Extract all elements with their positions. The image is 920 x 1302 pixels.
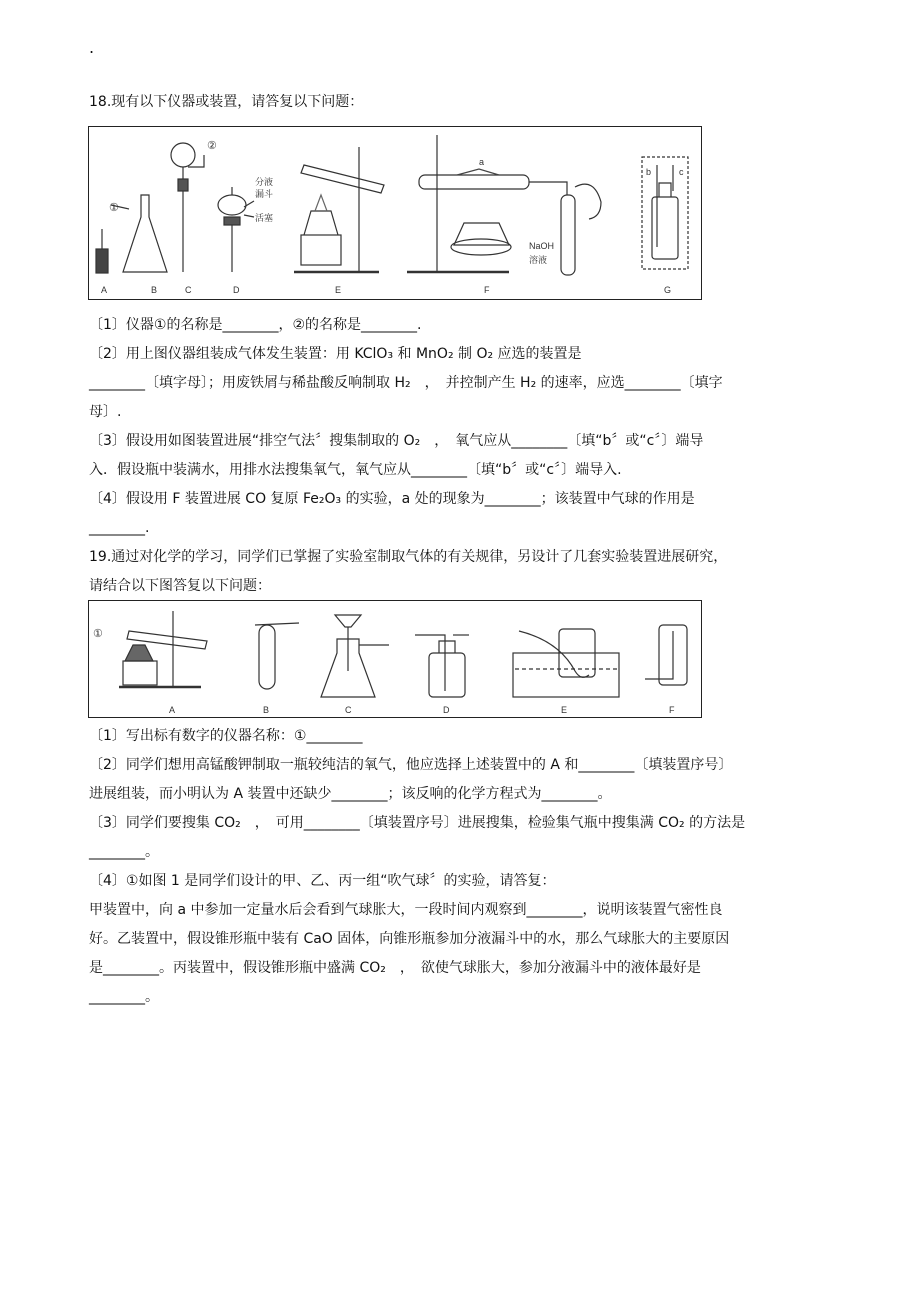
q19-part4-line2: 甲装置中，向 a 中参加一定量水后会看到气球胀大，一段时间内观察到________，说明该装置气密性良: [89, 902, 723, 918]
q18-part2-line1: 〔2〕用上图仪器组装成气体发生装置：用 KClO₃ 和 MnO₂ 制 O₂ 应选的装置是: [89, 346, 582, 362]
q19-apparatus-drawing: [89, 601, 701, 717]
q19-title-line1: 19.通过对化学的学习，同学们已掌握了实验室制取气体的有关规律，另设计了几套实验装置进展研究，: [89, 549, 728, 565]
label-f: F: [484, 285, 490, 295]
label-circle1: ①: [109, 202, 119, 214]
label-funnel-1: 分液: [255, 177, 274, 187]
label-b-port: b: [646, 167, 652, 177]
q18-part3-line1: 〔3〕假设用如图装置进展“排空气法〞搜集制取的 O₂ ， 氧气应从________〔填“b〞或“c〞〕端导: [89, 433, 704, 449]
label-circle2: ②: [207, 140, 217, 152]
label-b: B: [151, 285, 158, 295]
label-c-port: c: [679, 167, 684, 177]
label-d: D: [443, 705, 450, 715]
q18-part4-line1: 〔4〕假设用 F 装置进展 CO 复原 Fe₂O₃ 的实验，a 处的现象为________；该装置中气球的作用是: [89, 491, 695, 507]
funnel-c: [171, 143, 195, 167]
water-trough-e: [513, 653, 619, 697]
label-naoh-2: 溶液: [529, 255, 548, 265]
q18-title: 18.现有以下仪器或装置，请答复以下问题：: [89, 94, 364, 110]
separatory-funnel-d: [218, 195, 246, 215]
label-naoh-1: NaOH: [529, 241, 555, 251]
q18-part4-line2: ________.: [89, 520, 150, 536]
q19-title-line2: 请结合以下图答复以下问题：: [89, 578, 271, 594]
label-a: A: [169, 705, 176, 715]
test-tube-b: [259, 625, 275, 689]
label-e: E: [561, 705, 568, 715]
label-a: A: [101, 285, 108, 295]
bottle-d: [429, 653, 465, 697]
q19-part1: 〔1〕写出标有数字的仪器名称：①________: [89, 728, 363, 744]
q19-part4-line3: 好。乙装置中，假设锥形瓶中装有 CaO 固体，向锥形瓶参加分液漏斗中的水，那么气球胀大的主要原因: [89, 931, 730, 947]
label-c: C: [345, 705, 352, 715]
label-d: D: [233, 285, 240, 295]
label-c: C: [185, 285, 192, 295]
q18-part2-line2: ________〔填字母〕；用废铁屑与稀盐酸反响制取 H₂ ， 并控制产生 H₂ 的速率，应选________〔填字: [89, 375, 723, 391]
q19-part3-line2: ________。: [89, 844, 159, 860]
label-circle1: ①: [93, 628, 103, 640]
q19-part3-line1: 〔3〕同学们要搜集 CO₂ ， 可用________〔填装置序号〕进展搜集，检验集气瓶中搜集满 CO₂ 的方法是: [89, 815, 746, 831]
label-g: G: [664, 285, 672, 295]
q18-part3-line2: 入．假设瓶中装满水，用排水法搜集氧气，氧气应从________〔填“b〞或“c〞〕端导入.: [89, 462, 622, 478]
wood-block-e: [301, 235, 341, 265]
q19-part4-line4: 是________。丙装置中，假设锥形瓶中盛满 CO₂ ， 欲使气球胀大，参加分液漏斗中的液体最好是: [89, 960, 701, 976]
label-e: E: [335, 285, 342, 295]
label-funnel-2: 漏斗: [255, 189, 274, 199]
glass-tube-f: [419, 175, 529, 189]
label-f: F: [669, 705, 675, 715]
stopper-a: [96, 249, 108, 273]
label-b: B: [263, 705, 270, 715]
q19-figure: [88, 600, 702, 718]
page-top-mark: .: [89, 38, 95, 57]
q18-part2-line3: 母〕.: [89, 404, 122, 420]
gas-bottle-g: [652, 197, 678, 259]
q19-part4-line1: 〔4〕①如图 1 是同学们设计的甲、乙、丙一组“吹气球〞的实验，请答复：: [89, 873, 556, 889]
test-tube-e: [301, 165, 384, 193]
label-funnel-3: 活塞: [255, 213, 274, 223]
label-a-point: a: [479, 157, 485, 167]
conical-flask-b: [123, 195, 167, 272]
test-tube-naoh: [561, 195, 575, 275]
q18-apparatus-drawing: [89, 127, 701, 299]
q18-part1: 〔1〕仪器①的名称是________，②的名称是________.: [89, 317, 422, 333]
q19-part4-line5: ________。: [89, 989, 159, 1005]
q18-figure: [88, 126, 702, 300]
q19-part2-line1: 〔2〕同学们想用高锰酸钾制取一瓶较纯洁的氧气，他应选择上述装置中的 A 和________〔填装置序号〕: [89, 757, 733, 773]
q19-part2-line2: 进展组装，而小明认为 A 装置中还缺少________；该反响的化学方程式为________。: [89, 786, 612, 802]
